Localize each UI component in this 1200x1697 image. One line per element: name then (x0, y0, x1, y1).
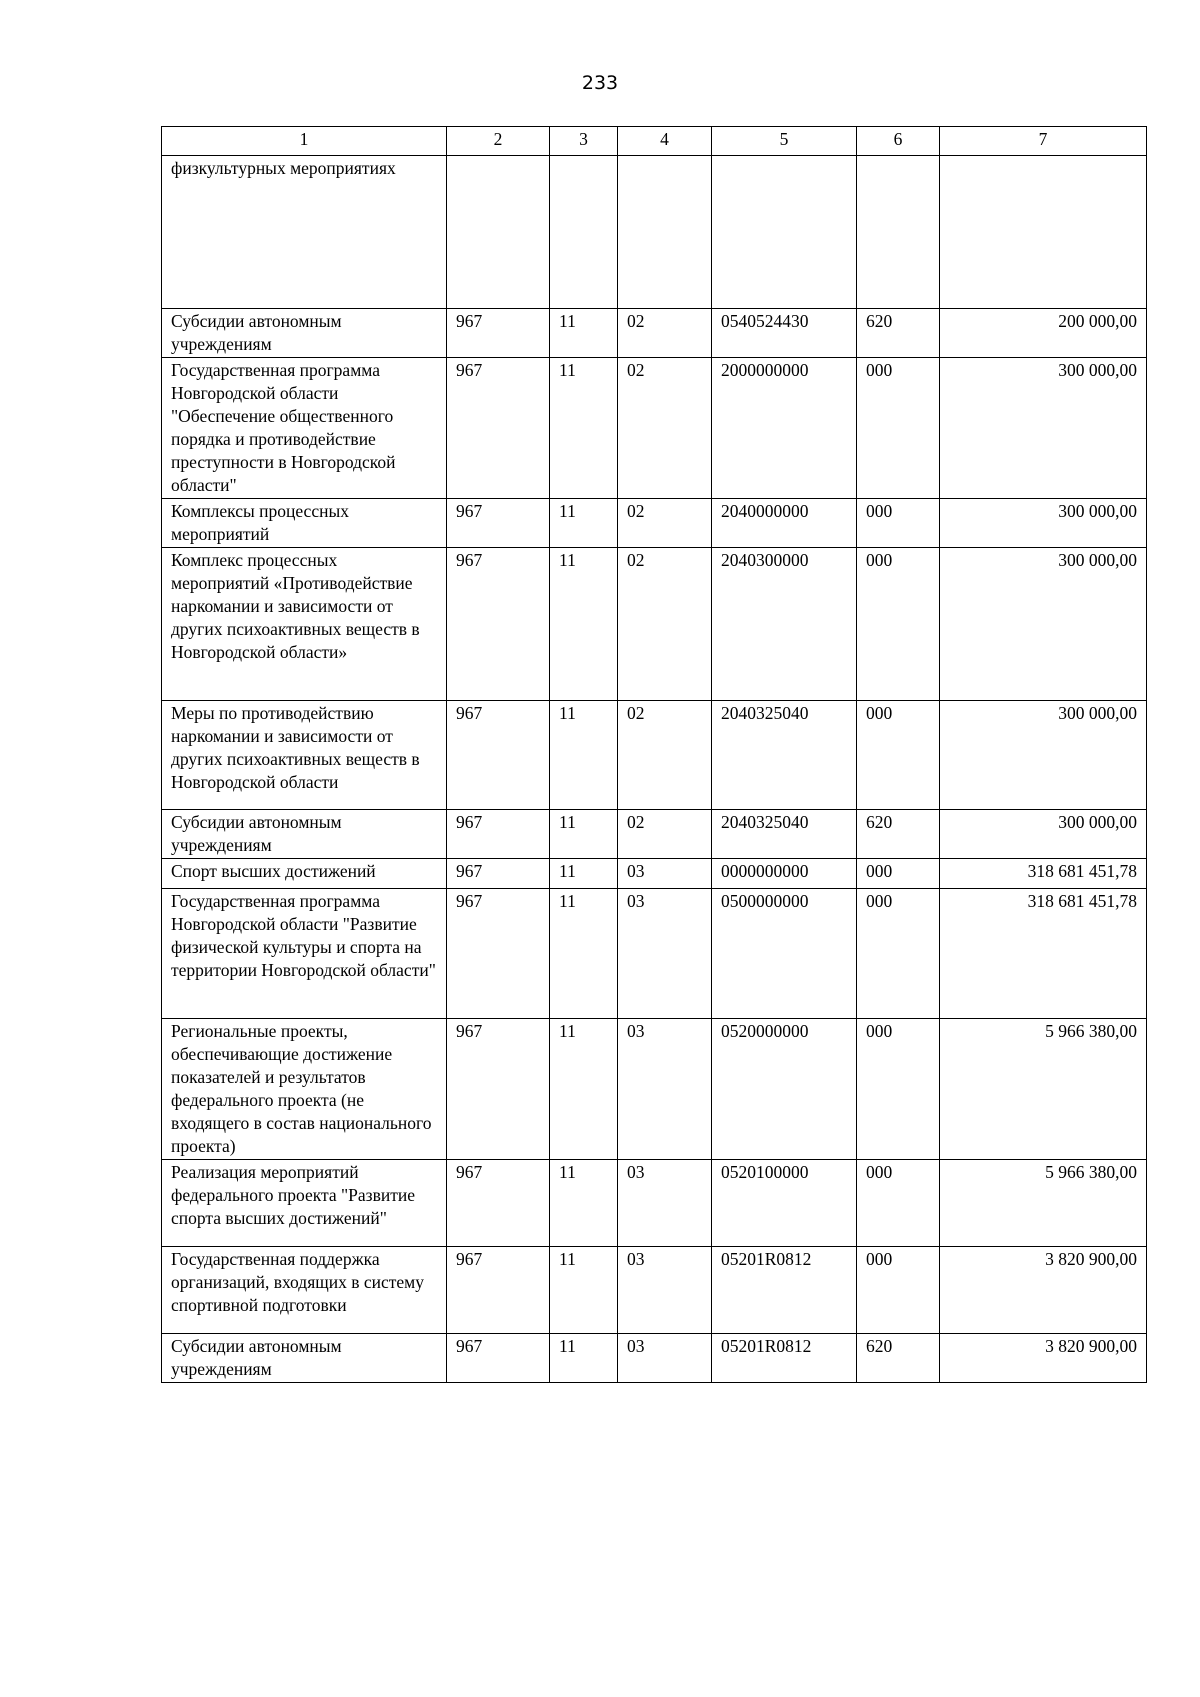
expense-type-cell: 000 (857, 548, 940, 701)
section-code-cell: 11 (550, 499, 618, 548)
section-code-cell (550, 156, 618, 309)
chapter-code-cell: 967 (447, 1019, 550, 1160)
row-name-cell: Субсидии автономным учреждениям (162, 1334, 447, 1383)
row-name-cell: Государственная программа Новгородской области "Обеспечение общественного порядка и противодействие преступности в Новгородской области" (162, 358, 447, 499)
target-article-cell: 05201R0812 (712, 1334, 857, 1383)
expense-type-cell (857, 156, 940, 309)
table-row (162, 1160, 1147, 1247)
table-row (162, 548, 1147, 701)
subsection-code-cell: 03 (618, 889, 712, 1019)
amount-cell: 3 820 900,00 (940, 1247, 1147, 1334)
target-article-cell: 2040325040 (712, 810, 857, 859)
table-row (162, 889, 1147, 1019)
row-name-cell: Государственная поддержка организаций, входящих в систему спортивной подготовки (162, 1247, 447, 1334)
subsection-code-cell: 03 (618, 1019, 712, 1160)
subsection-code-cell (618, 156, 712, 309)
subsection-code-cell: 02 (618, 701, 712, 810)
chapter-code-cell: 967 (447, 1247, 550, 1334)
row-name-cell: физкультурных мероприятиях (162, 156, 447, 309)
amount-cell: 318 681 451,78 (940, 859, 1147, 889)
amount-cell: 5 966 380,00 (940, 1160, 1147, 1247)
table-row (162, 156, 1147, 309)
expense-type-cell: 000 (857, 889, 940, 1019)
expense-type-cell: 000 (857, 1247, 940, 1334)
amount-cell: 300 000,00 (940, 358, 1147, 499)
row-name-cell: Субсидии автономным учреждениям (162, 309, 447, 358)
chapter-code-cell: 967 (447, 548, 550, 701)
target-article-cell: 2040300000 (712, 548, 857, 701)
subsection-code-cell: 03 (618, 859, 712, 889)
amount-cell: 300 000,00 (940, 701, 1147, 810)
row-name-cell: Спорт высших достижений (162, 859, 447, 889)
table-row (162, 701, 1147, 810)
target-article-cell: 0500000000 (712, 889, 857, 1019)
chapter-code-cell: 967 (447, 499, 550, 548)
amount-cell (940, 156, 1147, 309)
amount-cell: 200 000,00 (940, 309, 1147, 358)
expense-type-cell: 620 (857, 1334, 940, 1383)
column-header: 4 (618, 127, 712, 156)
table-body (162, 156, 1147, 1383)
target-article-cell: 0000000000 (712, 859, 857, 889)
target-article-cell: 2040000000 (712, 499, 857, 548)
row-name-cell: Реализация мероприятий федерального проекта "Развитие спорта высших достижений" (162, 1160, 447, 1247)
section-code-cell: 11 (550, 889, 618, 1019)
table-header (162, 127, 1147, 156)
expense-type-cell: 000 (857, 499, 940, 548)
budget-table (161, 126, 1147, 1383)
row-name-cell: Комплекс процессных мероприятий «Противодействие наркомании и зависимости от других психоактивных веществ в Новгородской области» (162, 548, 447, 701)
expense-type-cell: 000 (857, 859, 940, 889)
section-code-cell: 11 (550, 859, 618, 889)
row-name-cell: Комплексы процессных мероприятий (162, 499, 447, 548)
table-row (162, 1334, 1147, 1383)
amount-cell: 318 681 451,78 (940, 889, 1147, 1019)
row-name-cell: Меры по противодействию наркомании и зависимости от других психоактивных веществ в Новгородской области (162, 701, 447, 810)
table-row (162, 1247, 1147, 1334)
section-code-cell: 11 (550, 309, 618, 358)
chapter-code-cell: 967 (447, 309, 550, 358)
chapter-code-cell: 967 (447, 358, 550, 499)
section-code-cell: 11 (550, 701, 618, 810)
table-row (162, 1019, 1147, 1160)
row-name-cell: Государственная программа Новгородской области "Развитие физической культуры и спорта на территории Новгородской области" (162, 889, 447, 1019)
page-number: 233 (581, 72, 619, 94)
row-name-cell: Субсидии автономным учреждениям (162, 810, 447, 859)
amount-cell: 300 000,00 (940, 548, 1147, 701)
table-row (162, 309, 1147, 358)
section-code-cell: 11 (550, 1160, 618, 1247)
target-article-cell: 0520100000 (712, 1160, 857, 1247)
column-header: 1 (162, 127, 447, 156)
expense-type-cell: 000 (857, 1019, 940, 1160)
chapter-code-cell (447, 156, 550, 309)
target-article-cell: 0540524430 (712, 309, 857, 358)
table-row (162, 358, 1147, 499)
subsection-code-cell: 02 (618, 499, 712, 548)
section-code-cell: 11 (550, 1334, 618, 1383)
table-row (162, 499, 1147, 548)
expense-type-cell: 000 (857, 701, 940, 810)
subsection-code-cell: 03 (618, 1247, 712, 1334)
subsection-code-cell: 02 (618, 358, 712, 499)
amount-cell: 5 966 380,00 (940, 1019, 1147, 1160)
subsection-code-cell: 03 (618, 1160, 712, 1247)
chapter-code-cell: 967 (447, 1160, 550, 1247)
target-article-cell (712, 156, 857, 309)
expense-type-cell: 000 (857, 1160, 940, 1247)
chapter-code-cell: 967 (447, 701, 550, 810)
section-code-cell: 11 (550, 810, 618, 859)
chapter-code-cell: 967 (447, 810, 550, 859)
section-code-cell: 11 (550, 548, 618, 701)
amount-cell: 300 000,00 (940, 499, 1147, 548)
section-code-cell: 11 (550, 358, 618, 499)
column-header: 2 (447, 127, 550, 156)
section-code-cell: 11 (550, 1247, 618, 1334)
column-header: 3 (550, 127, 618, 156)
chapter-code-cell: 967 (447, 859, 550, 889)
expense-type-cell: 620 (857, 810, 940, 859)
column-header: 7 (940, 127, 1147, 156)
chapter-code-cell: 967 (447, 1334, 550, 1383)
amount-cell: 300 000,00 (940, 810, 1147, 859)
expense-type-cell: 620 (857, 309, 940, 358)
target-article-cell: 05201R0812 (712, 1247, 857, 1334)
subsection-code-cell: 02 (618, 309, 712, 358)
target-article-cell: 0520000000 (712, 1019, 857, 1160)
target-article-cell: 2000000000 (712, 358, 857, 499)
table-row (162, 859, 1147, 889)
chapter-code-cell: 967 (447, 889, 550, 1019)
subsection-code-cell: 02 (618, 548, 712, 701)
column-header: 5 (712, 127, 857, 156)
expense-type-cell: 000 (857, 358, 940, 499)
subsection-code-cell: 02 (618, 810, 712, 859)
subsection-code-cell: 03 (618, 1334, 712, 1383)
row-name-cell: Региональные проекты, обеспечивающие достижение показателей и результатов федерального проекта (не входящего в состав национального проекта) (162, 1019, 447, 1160)
amount-cell: 3 820 900,00 (940, 1334, 1147, 1383)
section-code-cell: 11 (550, 1019, 618, 1160)
header-row (162, 127, 1147, 156)
column-header: 6 (857, 127, 940, 156)
table-row (162, 810, 1147, 859)
target-article-cell: 2040325040 (712, 701, 857, 810)
